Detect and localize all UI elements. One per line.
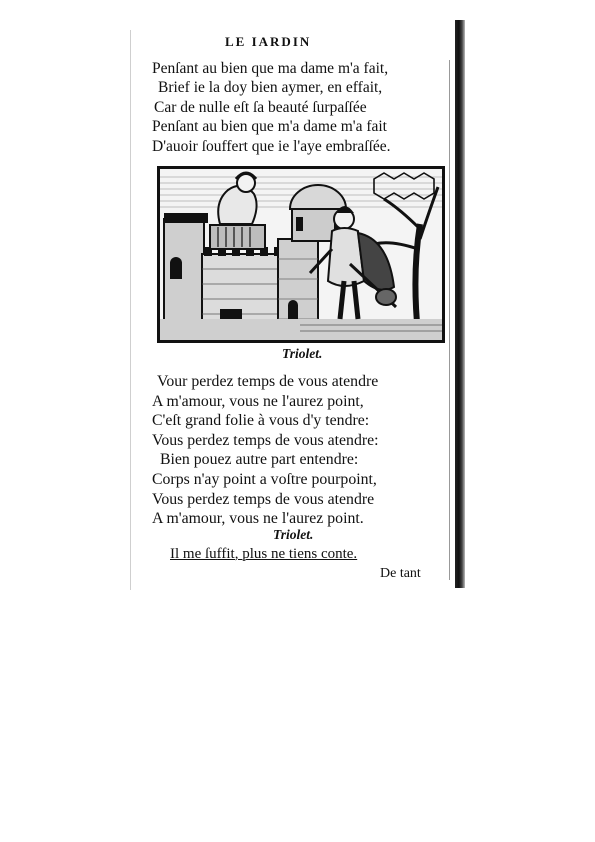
caption-triolet-2: Triolet. [273, 527, 314, 542]
verse-line: Penſant au bien que m'a dame m'a fait [152, 118, 387, 136]
verse-bottom [152, 372, 452, 529]
verse-line: C'eſt grand folie à vous d'y tendre: [152, 412, 370, 430]
verse-line: Vous perdez temps de vous atendre: [152, 431, 379, 449]
verse-top [152, 59, 452, 156]
verse-line: Bien pouez autre part entendre: [160, 451, 359, 469]
running-head: LE IARDIN [225, 34, 312, 49]
verse-line: A m'amour, vous ne l'aurez point. [152, 510, 364, 528]
verse-line: Brief ie la doy bien aymer, en effait, [158, 79, 383, 97]
verse-line: Car de nulle eſt ſa beauté ſurpaſſée [154, 98, 367, 116]
catchword: De tant [380, 566, 421, 581]
woodcut-illustration [157, 166, 445, 343]
verse-line: D'auoir ſouffert que ie l'aye embraſſée. [152, 137, 391, 155]
verse-line: Penſant au bien que ma dame m'a fait, [152, 60, 389, 77]
verse-line: A m'amour, vous ne l'aurez point, [152, 392, 364, 410]
woodcut-image [160, 169, 442, 340]
closing-line: Il me ſuffit, plus ne tiens conte. [170, 546, 358, 562]
verse-line: Vous perdez temps de vous atendre [152, 490, 375, 508]
verse-line: Corps n'ay point a voſtre pourpoint, [152, 470, 377, 488]
page-left-edge [130, 30, 131, 590]
binding-gutter [455, 20, 465, 588]
caption-triolet-1: Triolet. [282, 346, 323, 361]
verse-line: Vour perdez temps de vous atendre [157, 373, 379, 390]
